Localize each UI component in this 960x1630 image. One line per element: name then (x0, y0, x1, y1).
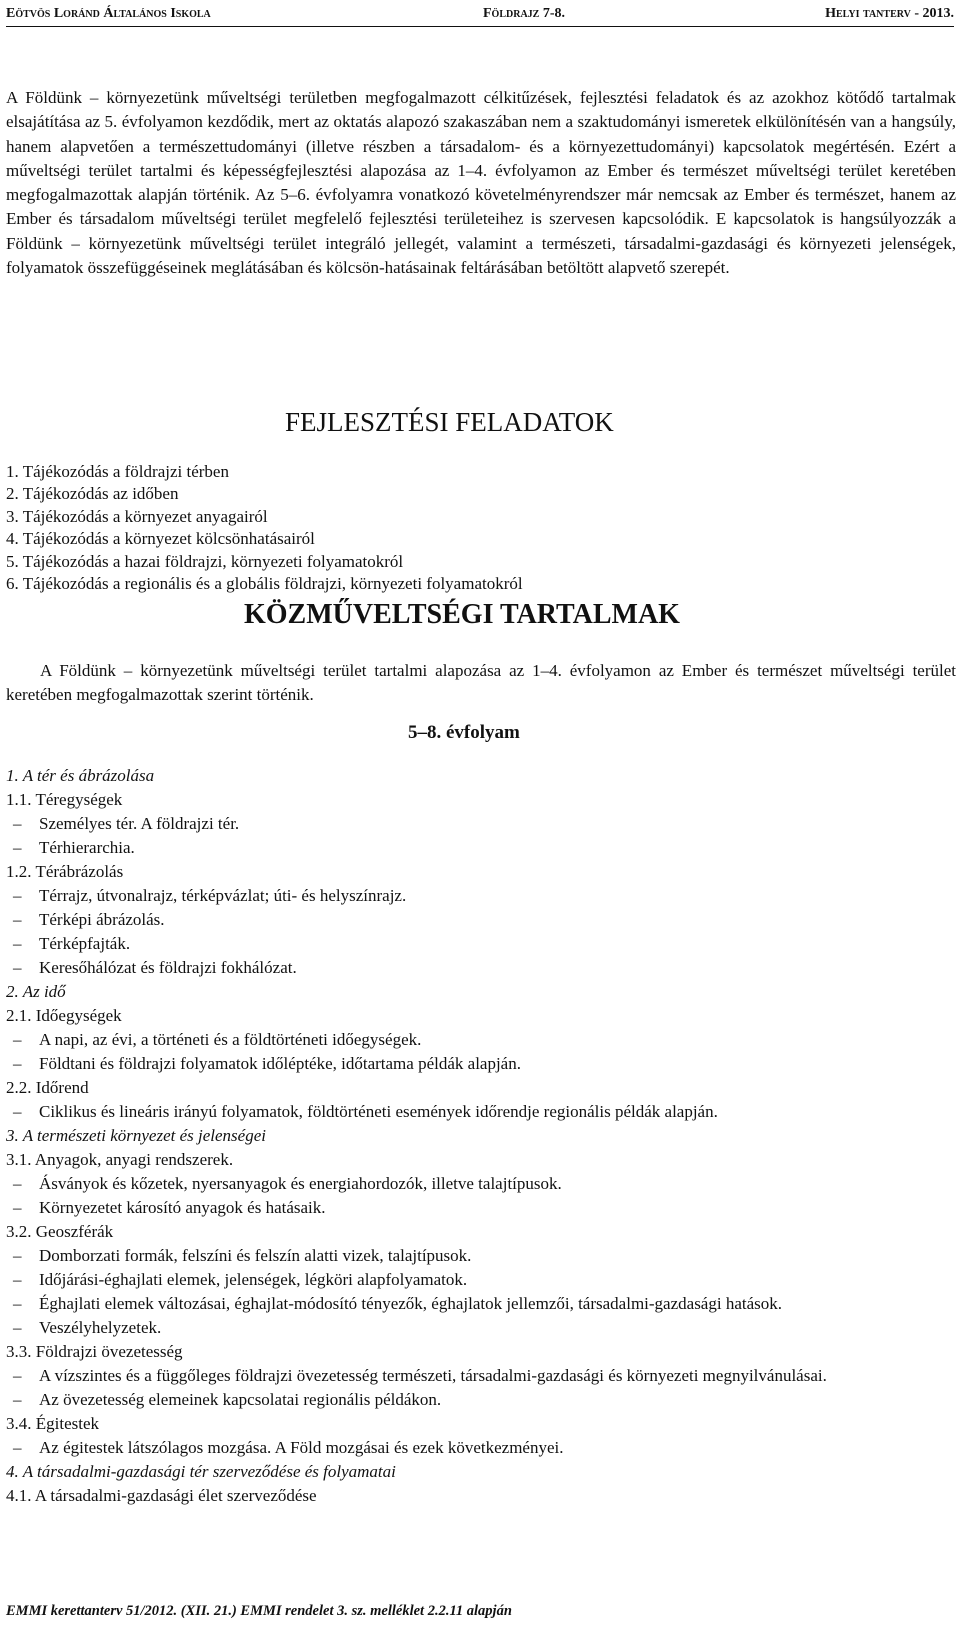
dash-bullet: – (13, 1030, 22, 1049)
list-item (6, 1388, 956, 1412)
dash-bullet: – (13, 886, 22, 905)
development-tasks-list (6, 461, 523, 595)
list-item (6, 1316, 956, 1340)
topic-heading: 4. A társadalmi-gazdasági tér szerveződése és folyamatai (6, 1462, 396, 1481)
list-item: 6. Tájékozódás a regionális és a globális földrajzi, környezeti folyamatokról (6, 574, 523, 594)
content-outline (6, 764, 956, 1508)
list-item (6, 1436, 956, 1460)
subtopic-heading: 2.2. Időrend (6, 1078, 89, 1097)
dash-bullet: – (13, 814, 22, 833)
dash-bullet: – (13, 1102, 22, 1121)
development-tasks-title: FEJLESZTÉSI FELADATOK (285, 407, 614, 437)
dash-bullet: – (13, 838, 22, 857)
list-item-text: Veszélyhelyzetek. (39, 1318, 162, 1337)
list-item (6, 812, 956, 836)
subtopic-heading: 3.3. Földrajzi övezetesség (6, 1342, 183, 1361)
list-item: 5. Tájékozódás a hazai földrajzi, környezeti folyamatokról (6, 551, 404, 571)
page-footer: EMMI kerettanterv 51/2012. (XII. 21.) EMMI rendelet 3. sz. melléklet 2.2.11 alapján (6, 1603, 512, 1619)
topic-heading: 2. Az idő (6, 982, 66, 1001)
list-item (6, 1052, 956, 1076)
list-item (6, 884, 956, 908)
list-item-text: Az övezetesség elemeinek kapcsolatai regionális példákon. (39, 1390, 442, 1409)
list-item (6, 1100, 956, 1124)
dash-bullet: – (13, 1438, 22, 1457)
subtopic-heading: 3.1. Anyagok, anyagi rendszerek. (6, 1150, 234, 1169)
list-item (6, 1244, 956, 1268)
list-item (6, 1172, 956, 1196)
subtopic-heading: 2.1. Időegységek (6, 1006, 122, 1025)
list-item-text: Ciklikus és lineáris irányú folyamatok, földtörténeti események időrendje regionális példák alapján. (39, 1102, 718, 1121)
subtopic-heading: 3.4. Égitestek (6, 1414, 100, 1433)
list-item-text: Térrajz, útvonalrajz, térképvázlat; úti- és helyszínrajz. (39, 886, 407, 905)
list-item-text: Személyes tér. A földrajzi tér. (39, 814, 240, 833)
dash-bullet: – (13, 1270, 22, 1289)
list-item: 1. Tájékozódás a földrajzi térben (6, 462, 229, 481)
dash-bullet: – (13, 1246, 22, 1265)
dash-bullet: – (13, 1198, 22, 1217)
list-item-text: Térképfajták. (39, 934, 131, 953)
list-item: 2. Tájékozódás az időben (6, 484, 179, 504)
content-title: KÖZMŰVELTSÉGI TARTALMAK (244, 599, 680, 630)
list-item-text: Az égitestek látszólagos mozgása. A Föld mozgásai és ezek következményei. (39, 1438, 564, 1457)
grade-heading: 5–8. évfolyam (408, 722, 520, 743)
list-item: 4. Tájékozódás a környezet kölcsönhatásairól (6, 529, 315, 549)
header-subject: Földrajz 7-8. (483, 6, 565, 21)
intro-paragraph: A Földünk – környezetünk műveltségi területben megfogalmazott célkitűzések, fejlesztési feladatok és az azokhoz kötődő tartalmak elsajátítása az 5. évfolyamon kezdődik, mert az oktatás alapozó szakaszában nem a szaktudományi ismeretek elkülönítésén van a hangsúly, hanem alapvetően a természettudományi (illetve részben a társadalom- és a környezettudományi) kapcsolatok megértésén. Ezért a műveltségi terület tartalmi és képességfejlesztési alapozása az 1–4. évfolyamon az Ember és természet műveltségi terület keretében megfogalmazottak alapján történik. Az 5–6. évfolyamra vonatkozó követelményrendszer már nemcsak az Ember és természet, hanem az Ember és társadalom műveltségi terület megfelelő fejlesztési területeihez is szervesen kapcsolódik. E kapcsolatok is hangsúlyozzák a Földünk – környezetünk műveltségi terület integráló jellegét, valamint a természeti, társadalmi-gazdasági és környezeti jelenségek, folyamatok összefüggéseinek meglátásában és kölcsön-hatásainak feltárásában betöltött alapvető szerepét. (6, 88, 956, 278)
list-item (6, 1028, 956, 1052)
list-item (6, 1196, 956, 1220)
subtopic-heading: 1.1. Téregységek (6, 790, 123, 809)
list-item-text: A vízszintes és a függőleges földrajzi övezetesség természeti, társadalmi-gazdasági és környezeti megnyilvánulásai. (39, 1366, 827, 1385)
header-school-name: Eötvös Loránd Általános Iskola (6, 6, 211, 21)
list-item-text: Ásványok és kőzetek, nyersanyagok és energiahordozók, illetve talajtípusok. (39, 1174, 562, 1193)
dash-bullet: – (13, 1174, 22, 1193)
list-item (6, 1364, 956, 1388)
dash-bullet: – (13, 910, 22, 929)
list-item (6, 836, 956, 860)
dash-bullet: – (13, 1054, 22, 1073)
list-item-text: Térképi ábrázolás. (39, 910, 165, 929)
list-item-text: Környezetet károsító anyagok és hatásaik. (39, 1198, 326, 1217)
list-item: 3. Tájékozódás a környezet anyagairól (6, 506, 268, 526)
list-item-text: A napi, az évi, a történeti és a földtörténeti időegységek. (39, 1030, 422, 1049)
dash-bullet: – (13, 1318, 22, 1337)
dash-bullet: – (13, 934, 22, 953)
topic-heading: 3. A természeti környezet és jelenségei (6, 1126, 266, 1145)
dash-bullet: – (13, 1390, 22, 1409)
dash-bullet: – (13, 958, 22, 977)
topic-heading: 1. A tér és ábrázolása (6, 766, 155, 785)
dash-bullet: – (13, 1366, 22, 1385)
page-header (6, 4, 954, 27)
header-curriculum: Helyi tanterv - 2013. (825, 6, 954, 21)
list-item (6, 1268, 956, 1292)
list-item-text: Térhierarchia. (39, 838, 135, 857)
content-paragraph: A Földünk – környezetünk műveltségi terület tartalmi alapozása az 1–4. évfolyamon az Ember és természet műveltségi terület keretében megfogalmazottak szerint történik. (6, 661, 956, 704)
subtopic-heading: 1.2. Térábrázolás (6, 862, 124, 881)
dash-bullet: – (13, 1294, 22, 1313)
list-item-text: Domborzati formák, felszíni és felszín alatti vizek, talajtípusok. (39, 1246, 472, 1265)
list-item-text: Időjárási-éghajlati elemek, jelenségek, légköri alapfolyamatok. (39, 1270, 468, 1289)
list-item-text: Földtani és földrajzi folyamatok időléptéke, időtartama példák alapján. (39, 1054, 521, 1073)
subtopic-heading: 4.1. A társadalmi-gazdasági élet szerveződése (6, 1486, 317, 1505)
subtopic-heading: 3.2. Geoszférák (6, 1222, 114, 1241)
list-item (6, 932, 956, 956)
list-item (6, 956, 956, 980)
list-item-text: Éghajlati elemek változásai, éghajlat-módosító tényezők, éghajlatok jellemzői, társadalmi-gazdasági hatások. (39, 1294, 783, 1313)
list-item (6, 908, 956, 932)
list-item (6, 1292, 956, 1316)
list-item-text: Keresőhálózat és földrajzi fokhálózat. (39, 958, 297, 977)
